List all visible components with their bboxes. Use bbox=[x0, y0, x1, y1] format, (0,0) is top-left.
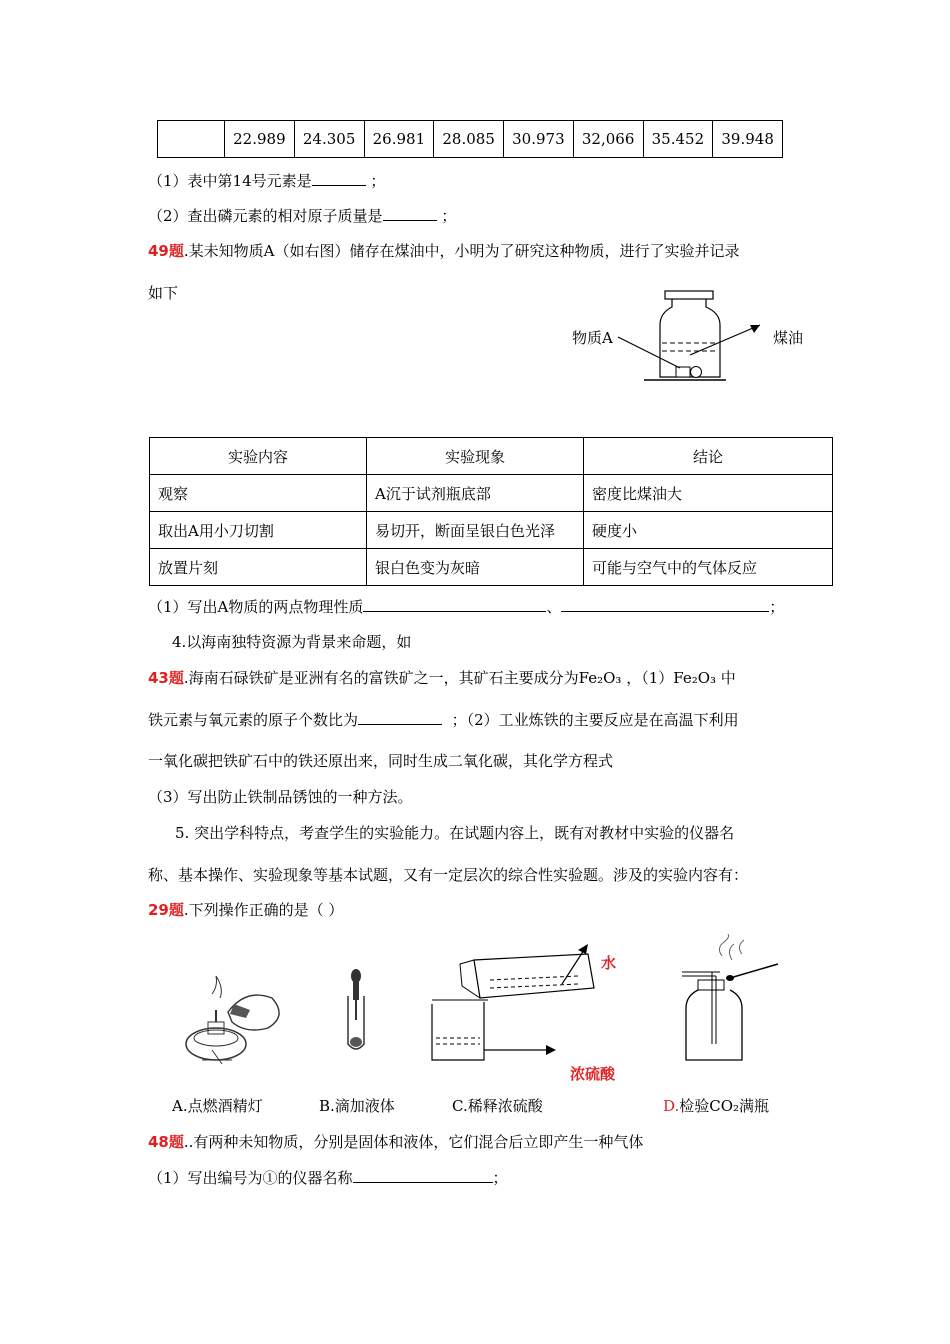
answer-blank[interactable] bbox=[312, 171, 366, 186]
problem-43 bbox=[148, 667, 736, 688]
table-cell: 30.973 bbox=[504, 121, 574, 158]
question-48-1 bbox=[148, 1167, 508, 1188]
option-c: C.稀释浓硫酸 bbox=[452, 1097, 543, 1115]
header-cell: 实验现象 bbox=[367, 438, 584, 475]
problem-text: .某未知物质A（如右图）储存在煤油中，小明为了研究这种物质，进行了实验并记录 bbox=[183, 242, 740, 260]
table-cell: 硬度小 bbox=[584, 512, 833, 549]
punct: 、 bbox=[546, 598, 562, 616]
problem-number: 43题 bbox=[148, 669, 184, 687]
option-letter: D. bbox=[663, 1097, 680, 1115]
answer-blank[interactable] bbox=[383, 206, 437, 221]
item-5-line2: 称、基本操作、实验现象等基本试题，又有一定层次的综合性实验题。涉及的实验内容有： bbox=[148, 866, 749, 884]
question-1 bbox=[148, 170, 385, 191]
table-cell: 易切开，断面呈银白色光泽 bbox=[367, 512, 584, 549]
table-row bbox=[158, 121, 783, 158]
problem-text: .下列操作正确的是（ ） bbox=[183, 901, 344, 919]
label-kerosene: 煤油 bbox=[773, 329, 804, 347]
punct: ； bbox=[370, 172, 386, 190]
problem-text: .海南石碌铁矿是亚洲有名的富铁矿之一，其矿石主要成分为Fe₂O₃ ，（1）Fe₂O₃ 中 bbox=[183, 669, 736, 687]
table-cell: 35.452 bbox=[643, 121, 713, 158]
table-header-row bbox=[150, 438, 833, 475]
table-cell: 银白色变为灰暗 bbox=[367, 549, 584, 586]
option-b: B.滴加液体 bbox=[319, 1097, 395, 1115]
problem-text: ..有两种未知物质，分别是固体和液体，它们混合后立即产生一种气体 bbox=[183, 1133, 644, 1151]
problem-29 bbox=[148, 899, 343, 920]
problem-number: 49题 bbox=[148, 242, 184, 260]
gas-bottle-figure bbox=[672, 934, 792, 1069]
dilute-acid-figure bbox=[428, 940, 628, 1070]
table-cell bbox=[158, 121, 225, 158]
problem-48 bbox=[148, 1131, 643, 1152]
question-text: （1）写出编号为①的仪器名称 bbox=[148, 1169, 353, 1187]
problem-text: ；（2）工业炼铁的主要反应是在高温下利用 bbox=[451, 711, 739, 729]
header-cell: 结论 bbox=[584, 438, 833, 475]
table-cell: 22.989 bbox=[225, 121, 295, 158]
table-cell: 32,066 bbox=[573, 121, 643, 158]
table-cell: 28.085 bbox=[434, 121, 504, 158]
table-cell: 24.305 bbox=[294, 121, 364, 158]
punct: ； bbox=[769, 598, 785, 616]
problem-49-cont: 如下 bbox=[148, 284, 179, 302]
problem-number: 29题 bbox=[148, 901, 184, 919]
table-cell: 放置片刻 bbox=[150, 549, 367, 586]
dropper-figure bbox=[338, 966, 374, 1056]
problem-43-line2 bbox=[148, 709, 739, 730]
problem-text: 铁元素与氧元素的原子个数比为 bbox=[148, 711, 359, 729]
question-text: （1）表中第14号元素是 bbox=[148, 172, 312, 190]
table-cell: 密度比煤油大 bbox=[584, 475, 833, 512]
alcohol-lamp-figure bbox=[172, 964, 302, 1074]
option-d bbox=[663, 1095, 769, 1116]
option-text: 检验CO₂满瓶 bbox=[679, 1097, 770, 1115]
table-cell: 可能与空气中的气体反应 bbox=[584, 549, 833, 586]
item-5-line1: 5. 突出学科特点，考查学生的实验能力。在试题内容上，既有对教材中实验的仪器名 bbox=[175, 824, 735, 842]
table-cell: 取出A用小刀切割 bbox=[150, 512, 367, 549]
reagent-bottle-figure bbox=[600, 285, 780, 390]
label-water: 水 bbox=[601, 954, 617, 972]
table-row bbox=[150, 475, 833, 512]
label-substance-a: 物质A bbox=[572, 329, 613, 347]
answer-blank[interactable] bbox=[358, 710, 442, 725]
table-row bbox=[150, 549, 833, 586]
problem-number: 48题 bbox=[148, 1133, 184, 1151]
question-2 bbox=[148, 205, 456, 226]
table-cell: A沉于试剂瓶底部 bbox=[367, 475, 584, 512]
table-cell: 39.948 bbox=[713, 121, 783, 158]
header-cell: 实验内容 bbox=[150, 438, 367, 475]
table-row bbox=[150, 512, 833, 549]
table-cell: 26.981 bbox=[364, 121, 434, 158]
punct: ； bbox=[492, 1169, 508, 1187]
question-text: （1）写出A物质的两点物理性质 bbox=[148, 598, 364, 616]
answer-blank[interactable] bbox=[363, 597, 546, 612]
problem-43-line3: 一氧化碳把铁矿石中的铁还原出来，同时生成二氧化碳，其化学方程式 bbox=[148, 752, 614, 770]
question-text: （2）查出磷元素的相对原子质量是 bbox=[148, 207, 383, 225]
item-4: 4.以海南独特资源为背景来命题，如 bbox=[172, 633, 412, 651]
atomic-mass-table bbox=[157, 120, 783, 158]
problem-43-line4: （3）写出防止铁制品锈蚀的一种方法。 bbox=[148, 788, 413, 806]
option-a: A.点燃酒精灯 bbox=[172, 1097, 263, 1115]
problem-49 bbox=[148, 240, 739, 261]
label-sulfuric-acid: 浓硫酸 bbox=[570, 1065, 616, 1083]
punct: ； bbox=[441, 207, 457, 225]
answer-blank[interactable] bbox=[353, 1168, 493, 1183]
question-49-1 bbox=[148, 596, 784, 617]
answer-blank[interactable] bbox=[561, 597, 769, 612]
experiment-table bbox=[149, 437, 833, 586]
table-cell: 观察 bbox=[150, 475, 367, 512]
